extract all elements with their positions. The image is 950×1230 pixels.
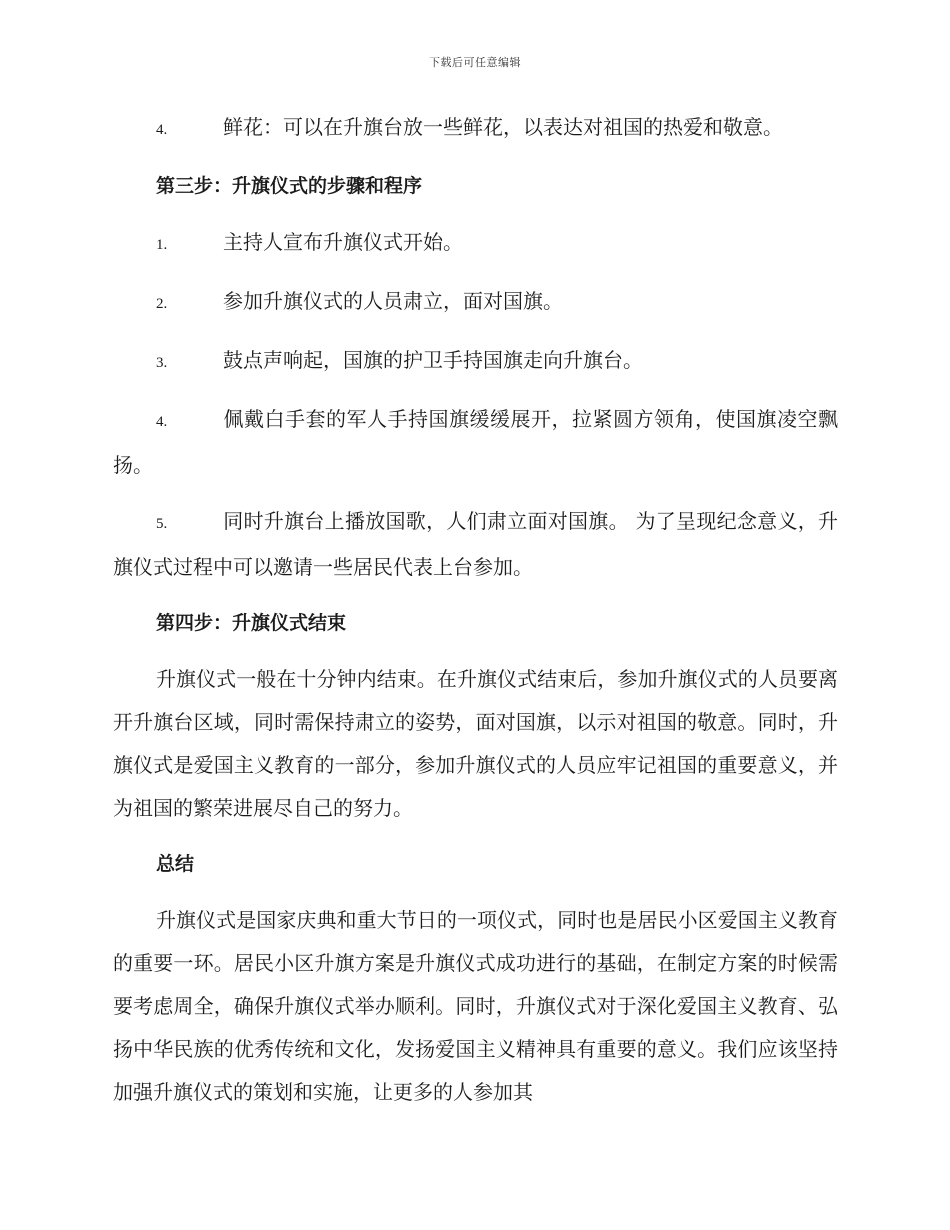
- paragraph-step4: 升旗仪式一般在十分钟内结束。在升旗仪式结束后，参加升旗仪式的人员要离开升旗台区域，同时需保持肃立的姿势，面对国旗，以示对祖国的敬意。同时，升旗仪式是爱国主义教育的一部分，参加升旗仪式的人员应牢记祖国的重要意义，并为祖国的繁荣进展尽自己的努力。: [113, 667, 838, 820]
- list-item-flowers: [113, 106, 838, 152]
- list-item: [113, 398, 838, 487]
- list-text: 鼓点声响起，国旗的护卫手持国旗走向升旗台。: [223, 348, 643, 372]
- section-heading-step3: 第三步：升旗仪式的步骤和程序: [156, 175, 423, 197]
- list-number: 2.: [156, 296, 168, 312]
- list-text: 参加升旗仪式的人员肃立，面对国旗。: [223, 289, 563, 313]
- list-number: 5.: [156, 516, 168, 532]
- list-number: 1.: [156, 237, 168, 253]
- list-text: 佩戴白手套的军人手持国旗缓缓展开，拉紧圆方领角，使国旗凌空飘扬。: [113, 407, 838, 477]
- page-header: 下载后可任意编辑: [429, 56, 521, 69]
- list-text: 鲜花：可以在升旗台放一些鲜花，以表达对祖国的热爱和敬意。: [223, 115, 783, 139]
- list-item: [113, 500, 838, 589]
- section-heading-step4: 第四步：升旗仪式结束: [156, 612, 347, 634]
- list-text: 主持人宣布升旗仪式开始。: [223, 230, 463, 254]
- section-heading-summary: 总结: [156, 853, 195, 875]
- list-number: 3.: [156, 355, 168, 371]
- list-item: [113, 280, 838, 326]
- list-item: [113, 339, 838, 385]
- list-item: [113, 221, 838, 267]
- list-number: 4.: [156, 414, 168, 430]
- list-number: 4.: [156, 122, 168, 138]
- paragraph-summary: 升旗仪式是国家庆典和重大节日的一项仪式，同时也是居民小区爱国主义教育的重要一环。居民小区升旗方案是升旗仪式成功进行的基础，在制定方案的时候需要考虑周全，确保升旗仪式举办顺利。同时，升旗仪式对于深化爱国主义教育、弘扬中华民族的优秀传统和文化，发扬爱国主义精神具有重要的意义。我们应该坚持加强升旗仪式的策划和实施，让更多的人参加其: [113, 908, 838, 1104]
- list-text: 同时升旗台上播放国歌，人们肃立面对国旗。 为了呈现纪念意义，升旗仪式过程中可以邀请一些居民代表上台参加。: [113, 509, 838, 579]
- document-body: [113, 106, 838, 1127]
